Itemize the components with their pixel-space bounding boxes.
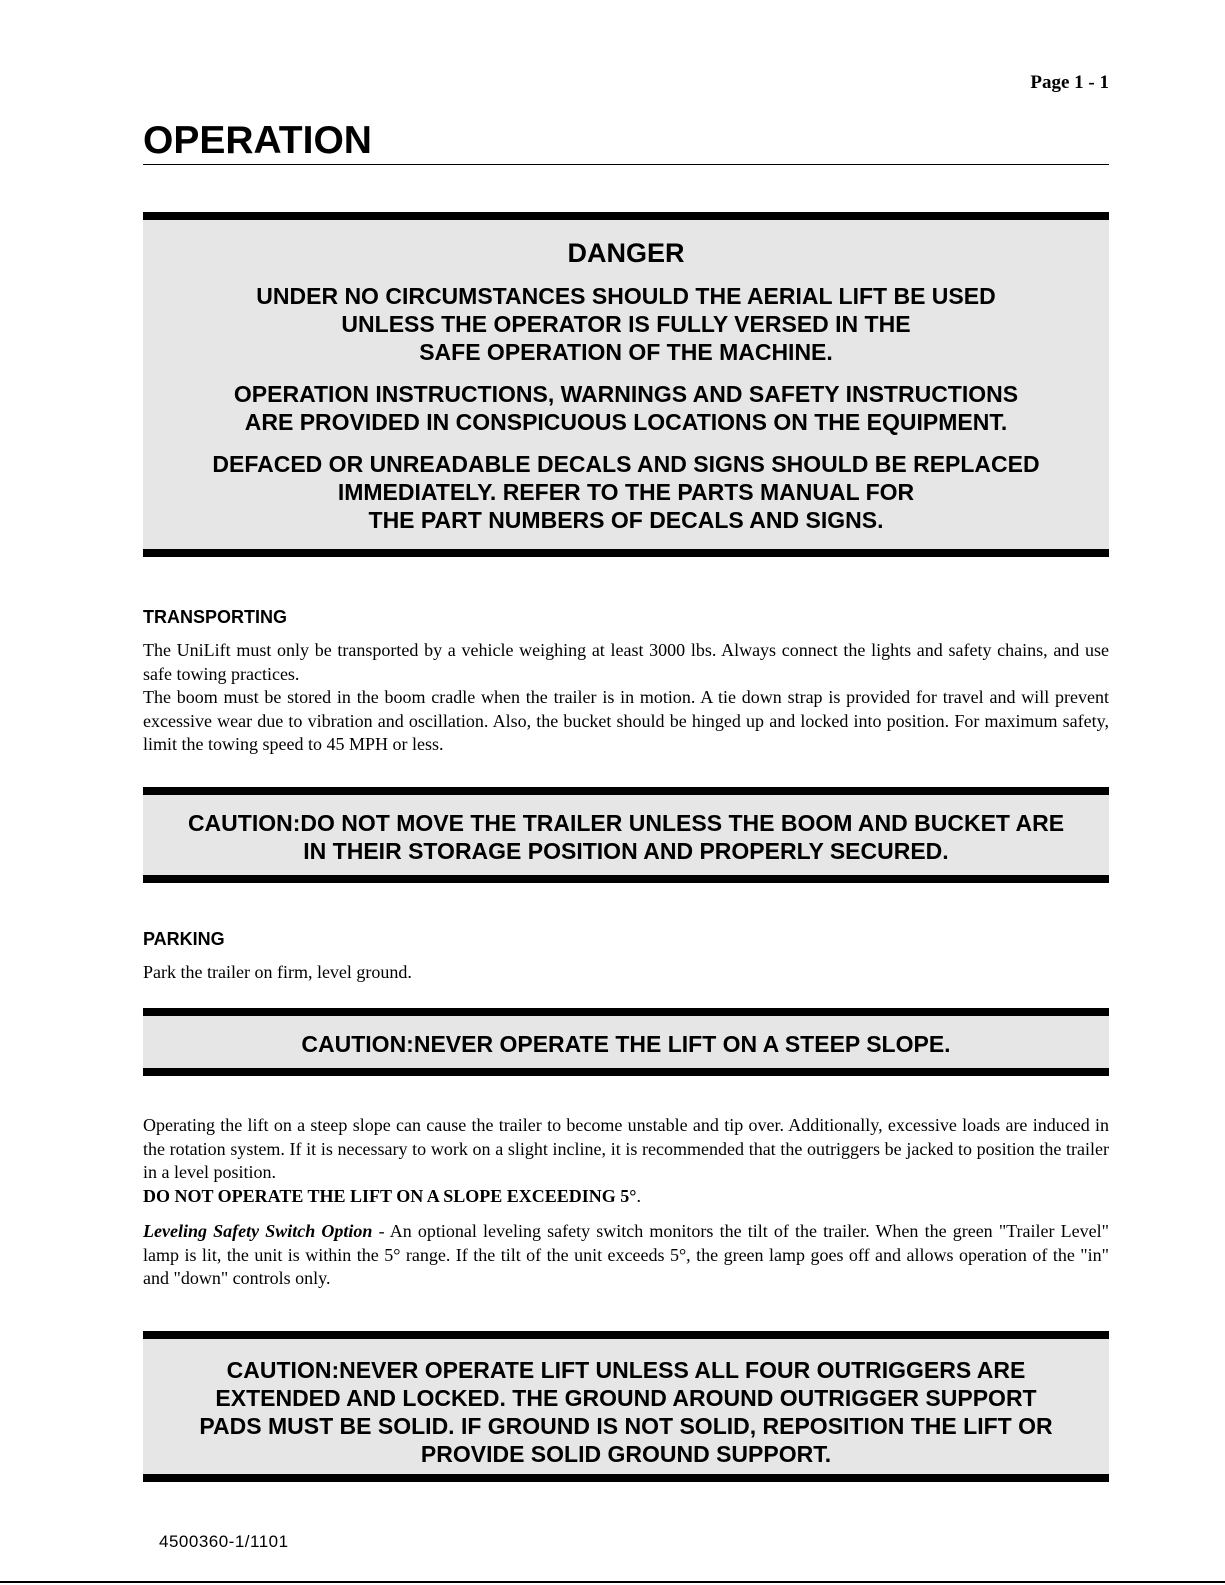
slope-warning: [143, 1185, 1109, 1209]
caution-transport-box: [143, 787, 1109, 883]
caution-transport-text: CAUTION:DO NOT MOVE THE TRAILER UNLESS THE BOOM AND BUCKET ARE IN THEIR STORAGE POSITION AND PROPERLY SECURED.: [187, 810, 1065, 864]
page-number: Page 1 - 1: [1030, 72, 1109, 93]
danger-paragraph: DEFACED OR UNREADABLE DECALS AND SIGNS SHOULD BE REPLACED IMMEDIATELY. REFER TO THE PARTS MANUAL FOR THE PART NUMBERS OF DECALS AND SIGNS.: [212, 451, 1040, 533]
transporting-paragraph: The UniLift must only be transported by a vehicle weighing at least 3000 lbs. Always connect the lights and safety chains, and use safe towing practices.: [143, 640, 1109, 684]
caution-slope-text: CAUTION:NEVER OPERATE THE LIFT ON A STEEP SLOPE.: [301, 1031, 951, 1057]
transporting-text: [143, 639, 1109, 757]
bottom-rule: [0, 1581, 1225, 1583]
slope-section: [143, 1114, 1109, 1291]
slope-warning-bold: DO NOT OPERATE THE LIFT ON A SLOPE EXCEEDING 5°: [143, 1185, 637, 1206]
leveling-text: - An optional leveling safety switch monitors the tilt of the trailer. When the green "Trailer Level" lamp is lit, the unit is within the 5° range. If the tilt of the unit exceeds 5°, the green lamp goes off and allows operation of the "in" and "down" controls only.: [143, 1221, 1109, 1288]
document-code: 4500360-1/1101: [159, 1532, 289, 1551]
transporting-heading: TRANSPORTING: [143, 607, 287, 627]
parking-heading: PARKING: [143, 929, 225, 949]
danger-paragraph: OPERATION INSTRUCTIONS, WARNINGS AND SAFETY INSTRUCTIONS ARE PROVIDED IN CONSPICUOUS LOCATIONS ON THE EQUIPMENT.: [233, 381, 1019, 435]
parking-text: [143, 961, 1109, 985]
slope-warning-period: .: [636, 1185, 641, 1206]
caution-slope-box: [143, 1008, 1109, 1076]
caution-outriggers-text: CAUTION:NEVER OPERATE LIFT UNLESS ALL FOUR OUTRIGGERS ARE EXTENDED AND LOCKED. THE GROUND AROUND OUTRIGGER SUPPORT PADS MUST BE SOLID. IF GROUND IS NOT SOLID, REPOSITION THE LIFT OR PROVIDE SOLID GROUND SUPPORT.: [199, 1357, 1053, 1467]
danger-heading: DANGER: [567, 238, 685, 268]
danger-paragraph: UNDER NO CIRCUMSTANCES SHOULD THE AERIAL LIFT BE USED UNLESS THE OPERATOR IS FULLY VERSED IN THE SAFE OPERATION OF THE MACHINE.: [256, 283, 996, 365]
leveling-label: Leveling Safety Switch Option: [143, 1221, 373, 1241]
page-title: OPERATION: [143, 118, 1109, 165]
danger-notice-box: [143, 212, 1109, 557]
caution-outriggers-box: [143, 1331, 1109, 1482]
leveling-paragraph: [143, 1220, 1109, 1291]
transporting-paragraph: The boom must be stored in the boom cradle when the trailer is in motion. A tie down strap is provided for travel and will prevent excessive wear due to vibration and oscillation. Also, the bucket should be hinged up and locked into position. For maximum safety, limit the towing speed to 45 MPH or less.: [143, 687, 1109, 754]
slope-paragraph: Operating the lift on a steep slope can cause the trailer to become unstable and tip over. Additionally, excessive loads are induced in the rotation system. If it is necessary to work on a slight incline, it is recommended that the outriggers be jacked to position the trailer in a level position.: [143, 1115, 1109, 1182]
parking-paragraph: Park the trailer on firm, level ground.: [143, 962, 412, 982]
